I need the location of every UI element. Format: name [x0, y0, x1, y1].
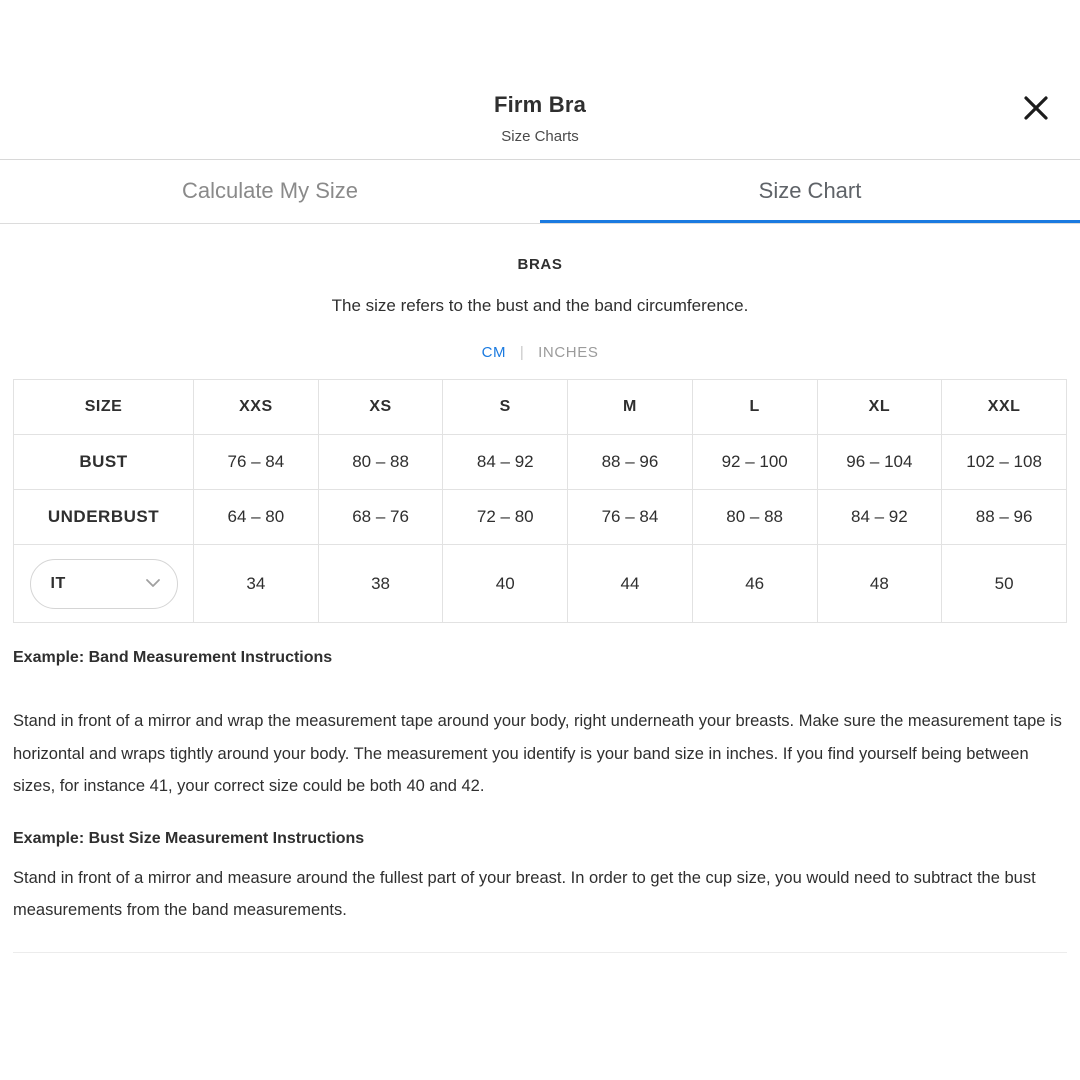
size-table	[13, 379, 1067, 623]
unit-option-cm[interactable]: CM	[481, 344, 507, 362]
bust-instructions-text: Stand in front of a mirror and measure around the fullest part of your breast. In order to get the cup size, you would need to subtract the bust measurements from the band measurements.	[13, 868, 1036, 920]
bottom-divider	[13, 952, 1067, 953]
row-label-bust: BUST	[14, 435, 194, 490]
cell-it-xxs: 34	[194, 545, 319, 623]
table-row	[14, 545, 1067, 623]
row-label-underbust: UNDERBUST	[14, 490, 194, 545]
tab-calculate-my-size[interactable]: Calculate My Size	[0, 160, 540, 223]
table-header-l: L	[692, 380, 817, 435]
page-title: Firm Bra	[493, 92, 587, 117]
table-header-size: SIZE	[14, 380, 194, 435]
cell-underbust-m: 76 – 84	[568, 490, 693, 545]
cell-it-s: 40	[443, 545, 568, 623]
cell-bust-xxl: 102 – 108	[942, 435, 1067, 490]
cell-underbust-s: 72 – 80	[443, 490, 568, 545]
cell-it-l: 46	[692, 545, 817, 623]
tab-size-chart[interactable]: Size Chart	[540, 160, 1080, 223]
unit-separator: |	[519, 344, 525, 362]
table-header-xs: XS	[318, 380, 443, 435]
country-size-value: IT	[50, 574, 66, 592]
cell-it-m: 44	[568, 545, 693, 623]
band-instructions-text: Stand in front of a mirror and wrap the measurement tape around your body, right underneath your breasts. Make sure the measurement tape is horizontal and wraps tightly around your body. The measurement you identify is your band size in inches. If you find yourself being between sizes, for instance 41, your correct size could be both 40 and 42.	[13, 712, 1062, 795]
close-icon[interactable]	[1016, 88, 1056, 128]
table-header-xxs: XXS	[194, 380, 319, 435]
cell-bust-l: 92 – 100	[692, 435, 817, 490]
table-row	[14, 435, 1067, 490]
section-title: BRAS	[517, 256, 563, 274]
modal-header	[0, 0, 1080, 160]
table-header-s: S	[443, 380, 568, 435]
table-header-m: M	[568, 380, 693, 435]
cell-bust-s: 84 – 92	[443, 435, 568, 490]
cell-it-xs: 38	[318, 545, 443, 623]
cell-underbust-xxs: 64 – 80	[194, 490, 319, 545]
band-instructions-heading: Example: Band Measurement Instructions	[13, 649, 333, 667]
table-row	[14, 490, 1067, 545]
cell-underbust-xs: 68 – 76	[318, 490, 443, 545]
bust-instructions-heading: Example: Bust Size Measurement Instructions	[13, 829, 365, 847]
table-header-xl: XL	[817, 380, 942, 435]
country-size-select[interactable]	[30, 559, 178, 609]
unit-option-inches[interactable]: INCHES	[538, 344, 599, 362]
section-description: The size refers to the bust and the band circumference.	[331, 296, 749, 316]
cell-bust-m: 88 – 96	[568, 435, 693, 490]
table-header-xxl: XXL	[942, 380, 1067, 435]
country-size-cell	[14, 545, 194, 623]
cell-it-xl: 48	[817, 545, 942, 623]
cell-it-xxl: 50	[942, 545, 1067, 623]
cell-underbust-l: 80 – 88	[692, 490, 817, 545]
unit-toggle	[13, 344, 1067, 361]
modal-body	[0, 256, 1080, 953]
cell-bust-xs: 80 – 88	[318, 435, 443, 490]
cell-underbust-xl: 84 – 92	[817, 490, 942, 545]
cell-underbust-xxl: 88 – 96	[942, 490, 1067, 545]
table-header-row	[14, 380, 1067, 435]
tab-bar	[0, 160, 1080, 224]
cell-bust-xxs: 76 – 84	[194, 435, 319, 490]
page-subtitle: Size Charts	[501, 128, 579, 146]
chevron-down-icon	[145, 577, 161, 590]
cell-bust-xl: 96 – 104	[817, 435, 942, 490]
